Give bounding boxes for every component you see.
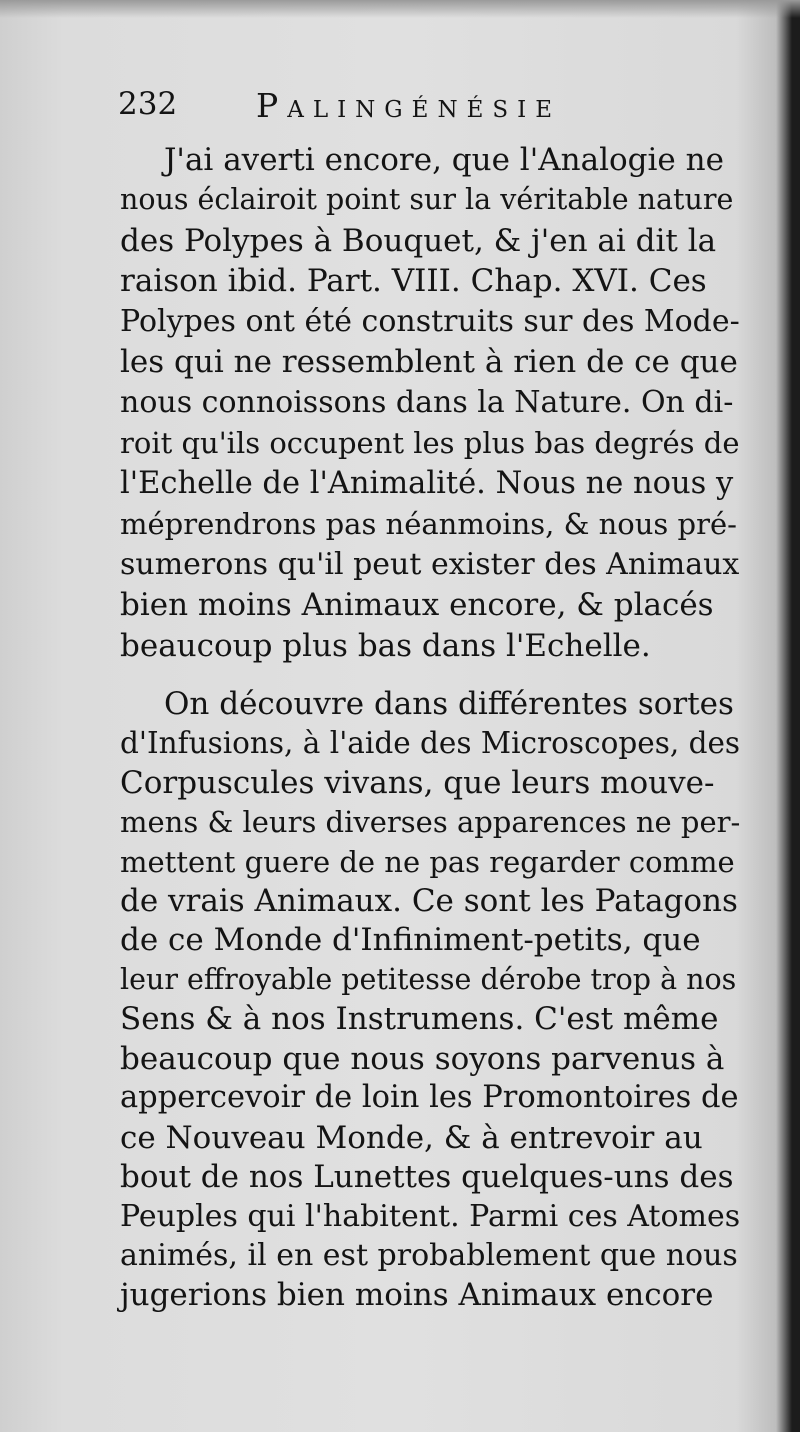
text-line: Corpuscules vivans, que leurs mouve-: [120, 765, 715, 801]
text-line: d'Infusions, à l'aide des Microscopes, des: [120, 726, 741, 760]
page-header: [118, 86, 738, 136]
text-line: méprendrons pas néanmoins, & nous pré-: [120, 507, 737, 541]
text-line: jugerions bien moins Animaux encore: [120, 1277, 714, 1313]
text-line: nous éclairoit point sur la véritable nature: [120, 183, 734, 216]
text-line: Peuples qui l'habitent. Parmi ces Atomes: [120, 1199, 741, 1234]
text-line: leur effroyable petitesse dérobe trop à nos: [120, 963, 737, 996]
text-line: J'ai averti encore, que l'Analogie ne: [164, 142, 724, 178]
text-line: appercevoir de loin les Promontoires de: [120, 1080, 739, 1115]
text-line: raison ibid. Part. VIII. Chap. XVI. Ces: [120, 263, 707, 299]
text-line: bout de nos Lunettes quelques-uns des: [120, 1159, 734, 1195]
text-line: Polypes ont été construits sur des Mode-: [120, 304, 740, 339]
text-line: de vrais Animaux. Ce sont les Patagons: [120, 883, 738, 919]
text-line: bien moins Animaux encore, & placés: [120, 587, 714, 623]
running-title: Palingénésie: [256, 86, 562, 125]
text-line: l'Echelle de l'Animalité. Nous ne nous y: [120, 466, 734, 501]
text-line: sumerons qu'il peut exister des Animaux: [120, 547, 740, 582]
text-line: des Polypes à Bouquet, & j'en ai dit la: [120, 223, 717, 259]
text-line: roit qu'ils occupent les plus bas degrés de: [120, 426, 740, 460]
text-line: mens & leurs diverses apparences ne per-: [120, 805, 741, 839]
text-line: nous connoissons dans la Nature. On di-: [120, 385, 734, 420]
page-edge-shadow: [0, 0, 800, 18]
text-line: mettent guere de ne pas regarder comme: [120, 845, 735, 879]
text-line: beaucoup plus bas dans l'Echelle.: [120, 628, 651, 664]
text-line: animés, il en est probablement que nous: [120, 1238, 738, 1273]
text-line: de ce Monde d'Infiniment-petits, que: [120, 922, 701, 958]
text-line: ce Nouveau Monde, & à entrevoir au: [120, 1120, 703, 1156]
page-number: 232: [118, 86, 178, 122]
text-line: beaucoup que nous soyons parvenus à: [120, 1041, 725, 1077]
text-line: Sens & à nos Instrumens. C'est même: [120, 1001, 719, 1037]
text-line: On découvre dans différentes sortes: [164, 686, 734, 722]
text-line: les qui ne ressemblent à rien de ce que: [120, 344, 738, 380]
